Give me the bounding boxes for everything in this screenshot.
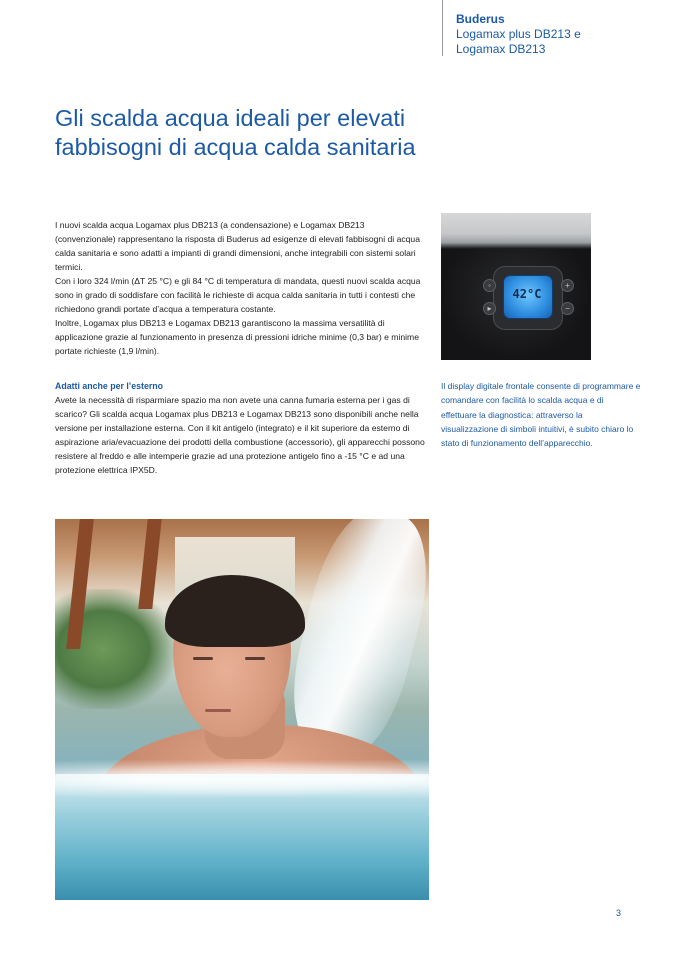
intro-paragraph-2: Con i loro 324 l/min (ΔT 25 °C) e gli 84 °C di temperatura di mandata, questi nuovi scalda acqua sono in grado di soddisfare con facilità le richieste di acqua calda sanitaria in tutti i contesti che richiedono grandi portate d’acqua a temperatura costante. bbox=[55, 276, 421, 314]
headline-line2: fabbisogni di acqua calda sanitaria bbox=[55, 134, 416, 160]
product-name-line1: Logamax plus DB213 e bbox=[456, 27, 581, 41]
control-display-photo bbox=[441, 213, 591, 360]
intro-paragraph-1: I nuovi scalda acqua Logamax plus DB213 (a condensazione) e Logamax DB213 (convenzionale) rappresentano la risposta di Buderus ad esigenze di elevati fabbisogni di acqua calda sanitaria e sono adatti a impianti di grandi dimensioni, anche integrabili con sistemi solari termici. bbox=[55, 220, 420, 272]
intro-text bbox=[55, 218, 425, 358]
brand-name: Buderus bbox=[456, 12, 505, 26]
photo-mouth bbox=[205, 709, 231, 712]
plus-button-icon: + bbox=[561, 279, 574, 292]
display-caption: Il display digitale frontale consente di programmare e comandare con facilità lo scalda acqua e di effettuare la diagnostica: attraverso la visualizzazione di simboli intuitivi, è subito chiaro lo stato di funzionamento dell’apparecchio. bbox=[441, 381, 641, 449]
product-name-line2: Logamax DB213 bbox=[456, 42, 546, 56]
page-headline bbox=[55, 104, 475, 162]
outdoor-heading: Adatti anche per l’esterno bbox=[55, 381, 164, 391]
photo-eye bbox=[193, 657, 213, 660]
outdoor-text: Avete la necessità di risparmiare spazio ma non avete una canna fumaria esterna per i gas di scarico? Gli scalda acqua Logamax plus DB213 e Logamax DB213 sono disponibili anche nella versione per installazione esterna. Con il kit antigelo (integrato) e il kit superiore da esterno di aspirazione aria/evacuazione dei prodotti della combustione (accessorio), gli apparecchi possono resistere al freddo e alle intemperie grazie ad una protezione antigelo fino a -15 °C e ad una protezione elettrica IPX5D. bbox=[55, 395, 425, 475]
intro-paragraph-3: Inoltre, Logamax plus DB213 e Logamax DB213 garantiscono la massima versatilità di applicazione grazie al funzionamento in presenza di pressioni idriche minime (0,3 bar) e minime portate richieste (1,9 l/min). bbox=[55, 318, 419, 356]
photo-foam bbox=[55, 759, 429, 799]
spa-photo bbox=[55, 519, 429, 900]
minus-button-icon: − bbox=[561, 302, 574, 315]
page-number: 3 bbox=[616, 908, 622, 918]
mode-button-icon: ▸ bbox=[483, 302, 496, 315]
lcd-temperature: 42°C bbox=[512, 287, 542, 301]
power-button-icon: ◦ bbox=[483, 279, 496, 292]
photo-eye bbox=[245, 657, 265, 660]
headline-line1: Gli scalda acqua ideali per elevati bbox=[55, 105, 406, 131]
header-brand-block bbox=[442, 0, 662, 56]
